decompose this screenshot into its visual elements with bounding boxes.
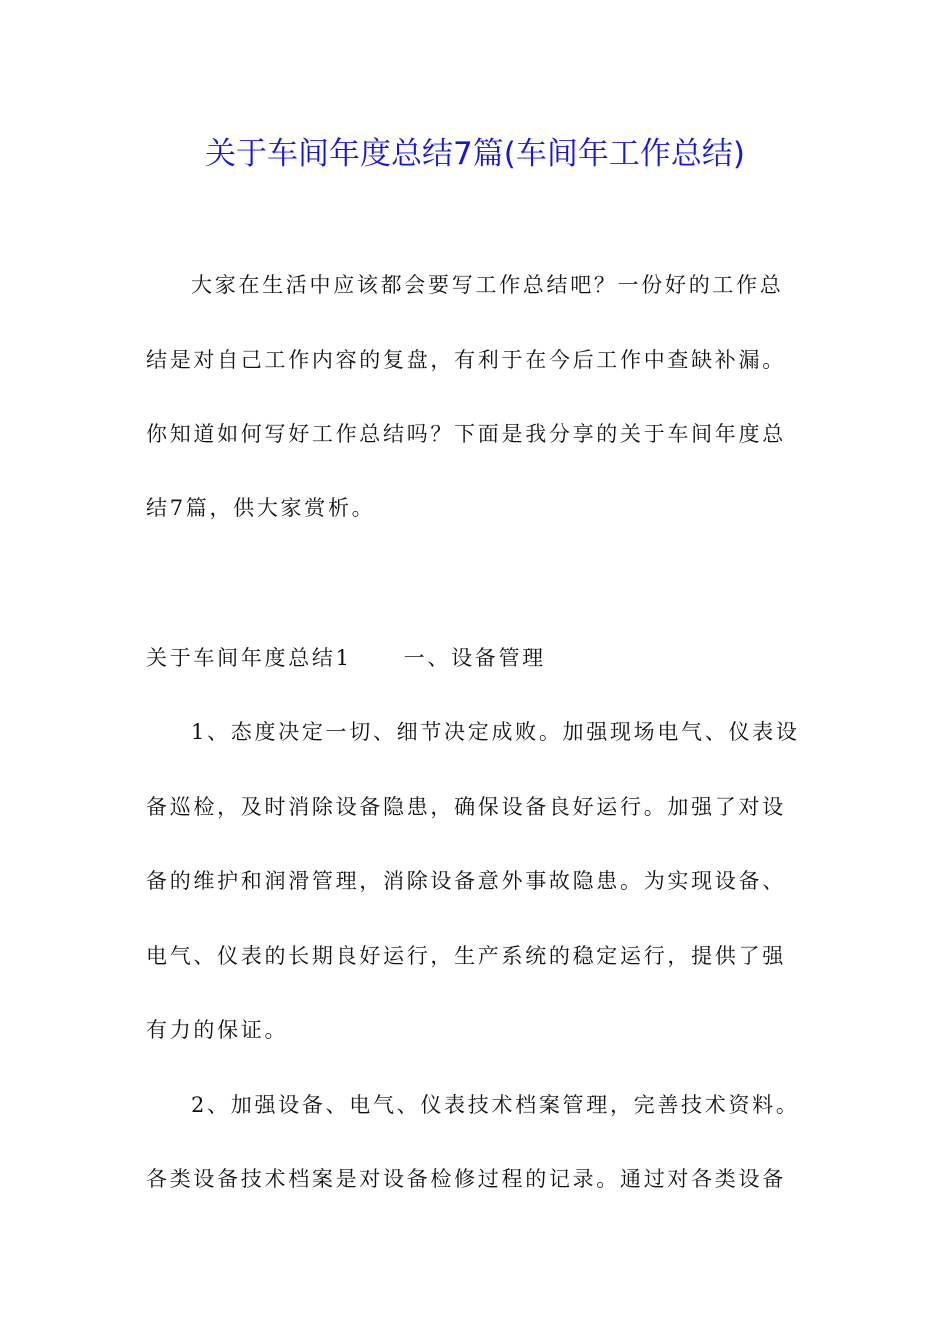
item1-line-4: 电气、仪表的长期良好运行，生产系统的稳定运行，提供了强 xyxy=(146,944,786,968)
intro-line-4: 结7篇，供大家赏析。 xyxy=(146,496,376,520)
item1-line-1: 1、态度决定一切、细节决定成败。加强现场电气、仪表设 xyxy=(191,720,800,744)
document-title: 关于车间年度总结7篇(车间年工作总结) xyxy=(205,136,745,172)
section-heading-row xyxy=(146,638,806,678)
item2-line-2: 各类设备技术档案是对设备检修过程的记录。通过对各类设备 xyxy=(146,1167,786,1191)
intro-line-3: 你知道如何写好工作总结吗？下面是我分享的关于车间年度总 xyxy=(146,422,786,446)
intro-line-1: 大家在生活中应该都会要写工作总结吧？一份好的工作总 xyxy=(191,273,784,297)
item2-line-1: 2、加强设备、电气、仪表技术档案管理，完善技术资料。 xyxy=(191,1093,800,1117)
item1-line-2: 备巡检，及时消除设备隐患，确保设备良好运行。加强了对设 xyxy=(146,795,786,819)
item1-line-3: 备的维护和润滑管理，消除设备意外事故隐患。为实现设备、 xyxy=(146,869,786,893)
item1-line-5: 有力的保证。 xyxy=(146,1018,289,1042)
subsection-heading: 一、设备管理 xyxy=(403,646,546,670)
section-heading: 关于车间年度总结1 xyxy=(146,646,352,670)
intro-line-2: 结是对自己工作内容的复盘，有利于在今后工作中查缺补漏。 xyxy=(146,348,786,372)
